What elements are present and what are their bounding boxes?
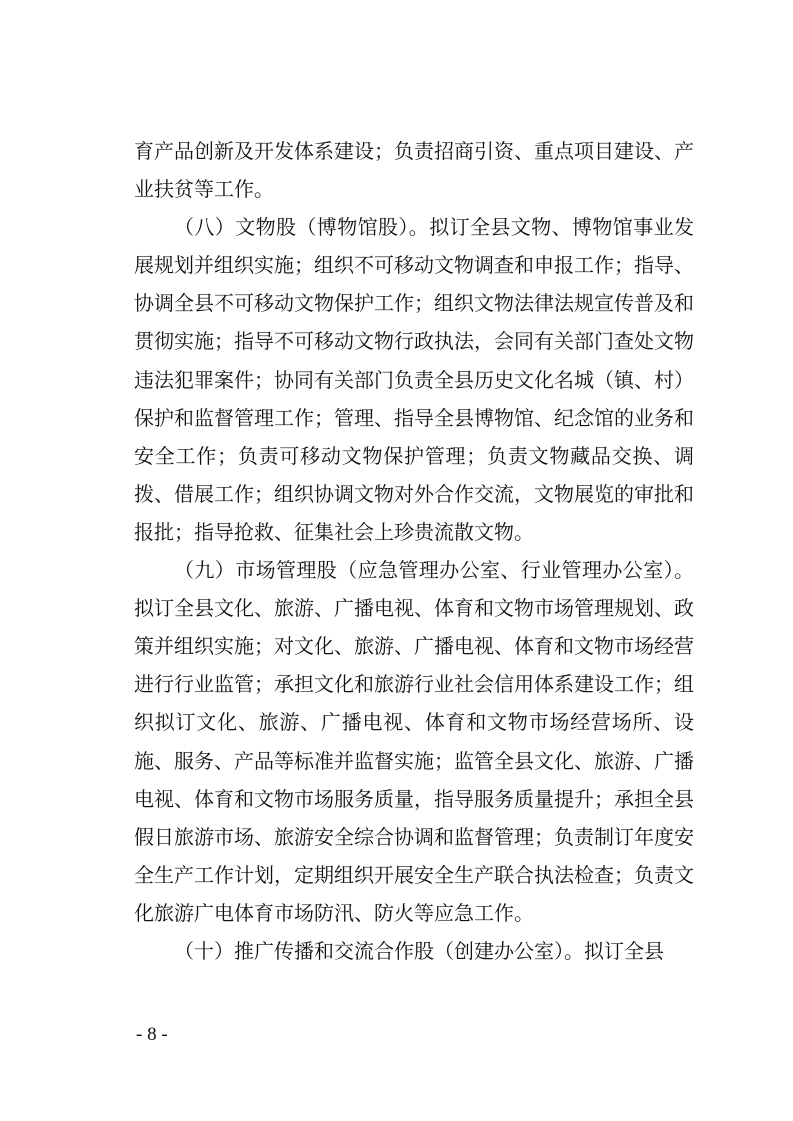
- paragraph-section-9-market-management: （九）市场管理股（应急管理办公室、行业管理办公室）。拟订全县文化、旅游、广播电视、体育和文物市场管理规划、政策并组织实施；对文化、旅游、广播电视、体育和文物市场经营进行行业监管；承担文化和旅游行业社会信用体系建设工作；组织拟订文化、旅游、广播电视、体育和文物市场经营场所、设施、服务、产品等标准并监督实施；监管全县文化、旅游、广播电视、体育和文物市场服务质量，指导服务质量提升；承担全县假日旅游市场、旅游安全综合协调和监督管理；负责制订年度安全生产工作计划，定期组织开展安全生产联合执法检查；负责文化旅游广电体育市场防汛、防火等应急工作。: [134, 558, 694, 925]
- page-footer: [0, 1024, 793, 1054]
- paragraph-continuation: 育产品创新及开发体系建设；负责招商引资、重点项目建设、产业扶贫等工作。: [134, 139, 694, 202]
- page-number: - 8 -: [136, 1024, 168, 1045]
- body-text: [134, 132, 694, 970]
- paragraph-section-8-cultural-relics: （八）文物股（博物馆股）。拟订全县文物、博物馆事业发展规划并组织实施；组织不可移动文物调查和申报工作；指导、协调全县不可移动文物保护工作；组织文物法律法规宣传普及和贯彻实施；指导不可移动文物行政执法，会同有关部门查处文物违法犯罪案件；协同有关部门负责全县历史文化名城（镇、村）保护和监督管理工作；管理、指导全县博物馆、纪念馆的业务和安全工作；负责可移动文物保护管理；负责文物藏品交换、调拨、借展工作；组织协调文物对外合作交流，文物展览的审批和报批；指导抢救、征集社会上珍贵流散文物。: [134, 215, 694, 544]
- paragraph-section-10-promotion: （十）推广传播和交流合作股（创建办公室）。拟订全县: [174, 938, 664, 963]
